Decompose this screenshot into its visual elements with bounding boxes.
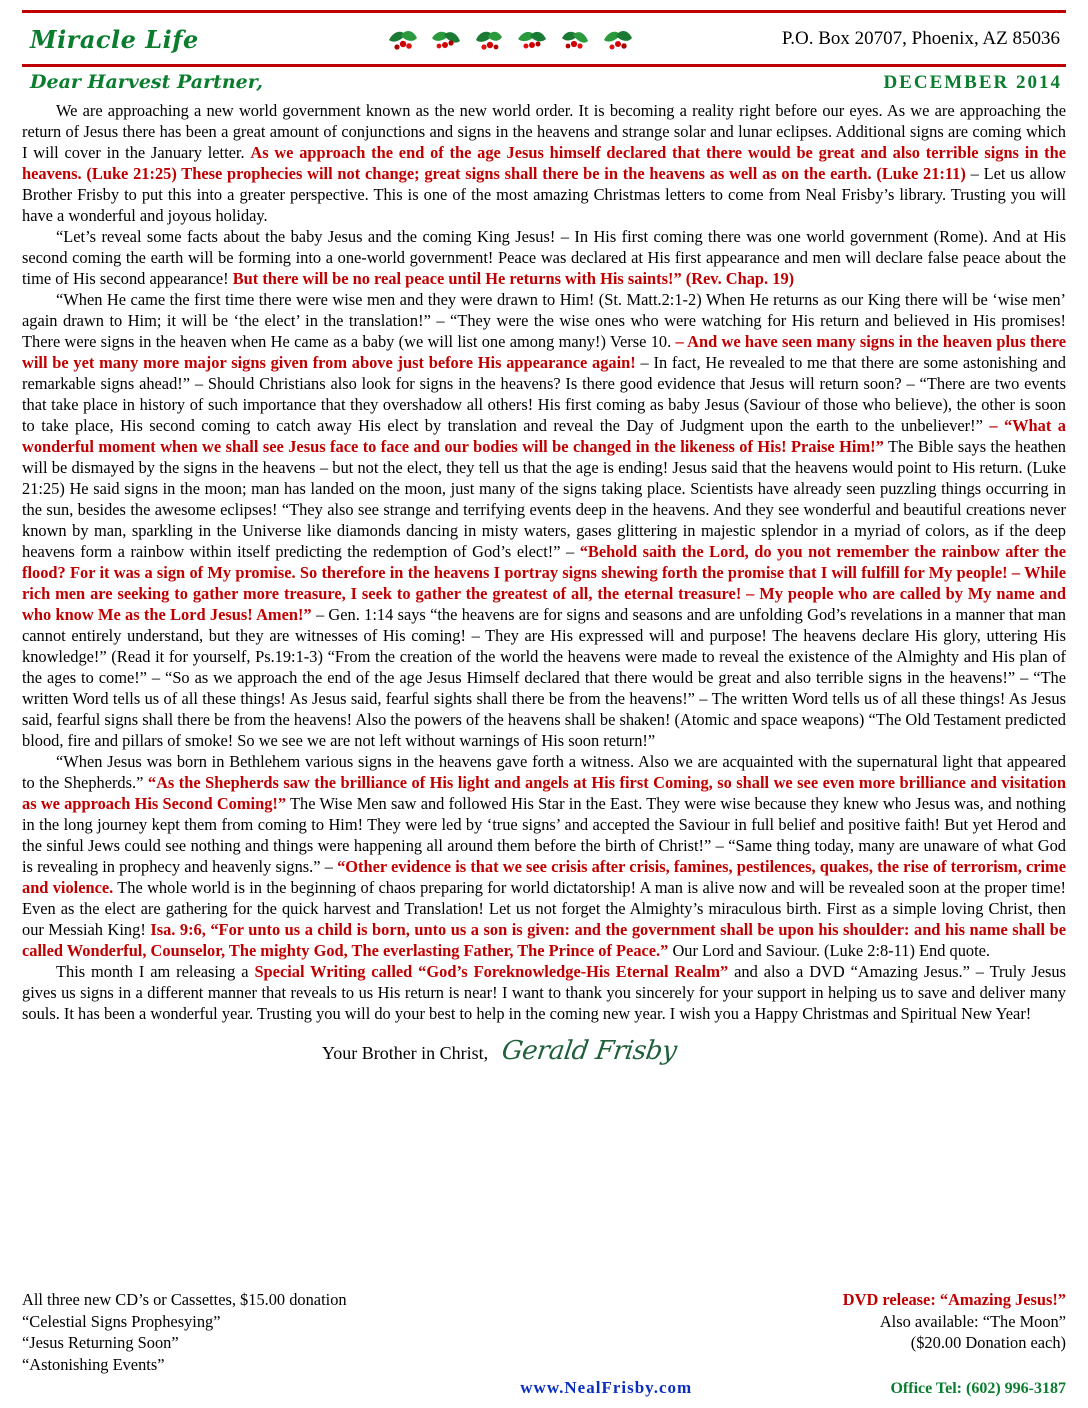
p3-text-b: – In fact, He revealed to me that there are some astonishing and remarkable signs ahead!” – Should Christians also look for signs in the heavens? Is there good evidence that Jesus will return soon? – “There are two events that take place in history of such importance that they overshadow all others! His first coming as baby Jesus (Saviour of those who believe), the other is soon to take place, His second coming to catch away His elect by translation and reveal the Day of Judgment upon the earth to the unbeliever!” <box>22 353 1066 435</box>
signature-block <box>22 1034 1066 1064</box>
p3-text-a: “When He came the first time there were wise men and they were drawn to Him! (St. Matt.2:1-2) When He returns as our King there will be ‘wise men’ again drawn to Him; it will be ‘the elect’ in the translation!” – “They were the wise ones who were watching for His return and believed in His promises! There were signs in the heaven when He came as a baby (we will list one among many!) Verse 10. <box>22 290 1066 351</box>
p3-text-c: The Bible says the heathen will be dismayed by the signs in the heavens – but not the elect, they tell us that the age is ending! Jesus said that the heavens would point to His return. (Luke 21:25) He said signs in the moon; man has landed on the moon, just many of the signs taking place. Scientists have already seen puzzling things occurring in the sun, besides the awesome eclipses! “They also see strange and terrifying events deep in the heavens. And they see wonderful and beautiful creations never known by man, sparkling in the Universe like diamonds dancing in misty waters, gases glittering in majestic splendor in a myriad of colors, as if the deep heavens form a rainbow within itself predicting the redemption of God’s elect!” – <box>22 437 1066 561</box>
p5-highlight: Special Writing called “God’s Foreknowledge-His Eternal Realm” <box>254 962 729 981</box>
letter-date: DECEMBER 2014 <box>883 72 1062 93</box>
footer-bottom-row <box>22 1378 1066 1398</box>
p3-highlight-3: “Behold saith the Lord, do you not remember the rainbow after the flood? For it was a sign of My promise. So therefore in the heavens I portray signs shewing forth the promise that I will fulfill for My people! – While rich men are seeking to gather more treasure, I seek to gather the greatest of all, the eternal treasure! – My people who are called by My name and who know Me as the Lord Jesus! Amen!” <box>22 542 1066 624</box>
paragraph-3 <box>22 289 1066 751</box>
footer-right-line: ($20.00 Donation each) <box>910 1333 1066 1353</box>
holly-berry-icon <box>472 26 506 52</box>
holly-berry-icon <box>601 26 635 52</box>
footer-left-line: “Jesus Returning Soon” <box>22 1333 179 1353</box>
footer-left-line: “Astonishing Events” <box>22 1355 165 1375</box>
holly-decoration-strip <box>386 26 635 52</box>
top-divider <box>22 10 1066 13</box>
salutation: Dear Harvest Partner, <box>30 71 264 93</box>
brand-title: Miracle Life <box>30 24 199 54</box>
paragraph-4 <box>22 751 1066 961</box>
footer-right-column <box>843 1289 1066 1376</box>
signature-label: Your Brother in Christ, <box>322 1043 489 1063</box>
p4-text-c: The whole world is in the beginning of chaos preparing for world dictatorship! A man is alive now and will be revealed soon at the proper time! Even as the elect are gathering for the quick harvest and Translation! Let us not forget the Almighty’s miraculous birth. First as a simple loving Christ, then our Messiah King! <box>22 878 1066 939</box>
paragraph-1 <box>22 100 1066 226</box>
footer-columns <box>22 1289 1066 1376</box>
website-link[interactable]: www.NealFrisby.com <box>520 1378 693 1397</box>
p4-highlight-2: “Other evidence is that we see crisis after crisis, famines, pestilences, quakes, the rise of terrorism, crime and violence. <box>22 857 1066 897</box>
p3-highlight-1: – And we have seen many signs in the heaven plus there will be yet many more major signs given from above just before His appearance again! <box>22 332 1066 372</box>
p2-highlight: But there will be no real peace until He returns with His saints!” (Rev. Chap. 19) <box>232 269 795 288</box>
dvd-release-title: DVD release: “Amazing Jesus!” <box>842 1289 1066 1309</box>
office-phone: Office Tel: (602) 996-3187 <box>890 1380 1066 1397</box>
holly-berry-icon <box>558 26 592 52</box>
p2-text-a: “Let’s reveal some facts about the baby Jesus and the coming King Jesus! – In His first coming there was one world government (Rome). And at His second coming the earth will be forming into a one-world government! Peace was declared at His first appearance and men will declare false peace about the time of His second appearance! <box>22 227 1066 288</box>
salutation-row <box>22 71 1066 94</box>
p1-highlight: As we approach the end of the age Jesus himself declared that there would be great and also terrible signs in the heavens. (Luke 21:25) These prophecies will not change; great signs shall there be in the heavens as well as on the earth. (Luke 21:11) <box>22 143 1066 183</box>
p4-text-d: Our Lord and Saviour. (Luke 2:8-11) End quote. <box>668 941 991 960</box>
return-address: P.O. Box 20707, Phoenix, AZ 85036 <box>781 28 1060 49</box>
p5-text-b: and also a DVD “Amazing Jesus.” – Truly Jesus gives us signs in a different manner that reveals to us His return is near! I want to thank you sincerely for your support in helping us to save and deliver many souls. It has been a wonderful year. Trusting you will do your best to help in the coming new year. I wish you a Happy Christmas and Spiritual New Year! <box>22 962 1066 1023</box>
p4-highlight-3: Isa. 9:6, “For unto us a child is born, unto us a son is given: and the government shall be upon his shoulder: and his name shall be called Wonderful, Counselor, The mighty God, The everlasting Father, The Prince of Peace.” <box>22 920 1067 960</box>
letter-body <box>22 100 1066 1024</box>
p5-text-a: This month I am releasing a <box>56 962 255 981</box>
p3-text-d: – Gen. 1:14 says “the heavens are for signs and seasons and are unfolding God’s revelations in a manner that man cannot entirely understand, but they are witnesses of His coming! – They are His expressed will and purpose! The heavens declare His glory, uttering His knowledge!” (Read it for yourself, Ps.19:1-3) “From the creation of the world the heavens were made to reveal the existence of the Almighty and His plan of the ages to come!” – “So as we approach the end of the age Jesus Himself declared that there would be great and also terrible signs in the heavens!” – “The written Word tells us of all these things! As Jesus said, fearful sights shall there be from the heavens!” – The written Word tells us of all these things! As Jesus said, fearful signs shall there be from the heavens! Also the powers of the heavens shall be shaken! (Atomic and space weapons) “The Old Testament predicted blood, fire and pillars of smoke! So we see we are not left without warnings of His soon return!” <box>22 605 1067 750</box>
paragraph-2 <box>22 226 1066 289</box>
p1-text-a: We are approaching a new world government known as the new world order. It is becoming a reality right before our eyes. As we are approaching the return of Jesus there has been a great amount of conjunctions and signs in the heavens and strange solar and lunar eclipses. Additional signs are coming which I will cover in the January letter. <box>22 101 1066 162</box>
masthead-divider <box>22 64 1066 67</box>
p4-text-a: “When Jesus was born in Bethlehem various signs in the heavens gave forth a witness. Also we are acquainted with the supernatural light that appeared to the Shepherds.” <box>22 752 1066 792</box>
p4-text-b: The Wise Men saw and followed His Star in the East. They were wise because they knew who Jesus was, and nothing in the long journey kept them from coming to Him! They were led by ‘true signs’ and accepted the Saviour in full belief and positive faith! But yet Herod and the sinful Jews could see nothing and things were happening all around them before the birth of Christ!” – “Same thing today, many are unaware of what God is revealing in prophecy and heavenly signs.” – <box>22 794 1066 876</box>
masthead <box>22 16 1066 62</box>
holly-berry-icon <box>386 26 420 52</box>
p3-highlight-2: – “What a wonderful moment when we shall see Jesus face to face and our bodies will be changed in the likeness of His! Praise Him!” <box>22 416 1066 456</box>
p1-text-b: – Let us allow Brother Frisby to put this into a greater perspective. This is one of the most amazing Christmas letters to come from Neal Frisby’s library. Trusting you will have a wonderful and joyous holiday. <box>22 164 1067 225</box>
paragraph-5 <box>22 961 1066 1024</box>
footer-left-line: “Celestial Signs Prophesying” <box>22 1311 221 1331</box>
holly-berry-icon <box>515 26 549 52</box>
footer-left-column <box>22 1289 347 1376</box>
signature-image: Gerald Frisby <box>500 1036 679 1066</box>
footer-left-line: All three new CD’s or Cassettes, $15.00 donation <box>22 1289 347 1309</box>
p4-highlight-1: “As the Shepherds saw the brilliance of His light and angels at His first Coming, so shall we see even more brilliance and visitation as we approach His Second Coming!” <box>22 773 1066 813</box>
footer <box>22 1289 1066 1398</box>
holly-berry-icon <box>429 26 463 52</box>
footer-right-line: Also available: “The Moon” <box>879 1311 1066 1331</box>
